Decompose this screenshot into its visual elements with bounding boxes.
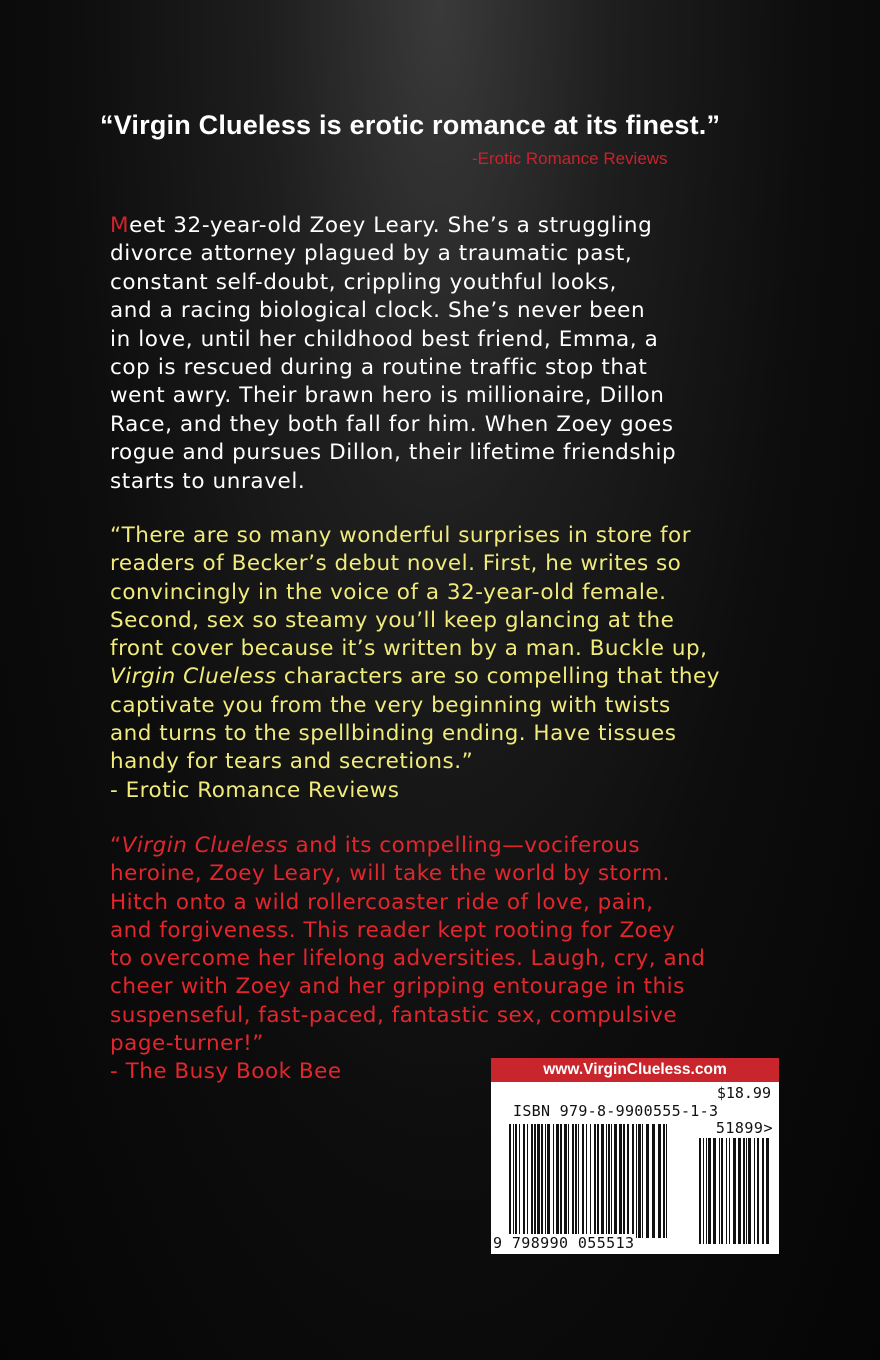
barcode-bar	[513, 1124, 514, 1238]
review-busy-book-bee	[110, 832, 810, 1087]
review-line: Hitch onto a wild rollercoaster ride of love, pain,	[110, 889, 654, 915]
review-line: and forgiveness. This reader kept rooting for Zoey	[110, 917, 676, 943]
isbn-number: ISBN 979-8-9900555-1-3	[513, 1102, 719, 1120]
review-line: Virgin Clueless characters are so compelling that they	[110, 664, 720, 690]
barcode-bar	[666, 1124, 667, 1238]
barcode-bar	[762, 1138, 764, 1244]
barcode-bar	[575, 1124, 577, 1238]
barcode-bar	[515, 1124, 517, 1238]
price-code: 51899>	[715, 1119, 773, 1137]
barcode-bar	[623, 1124, 625, 1238]
review-line: cheer with Zoey and her gripping entourage in this	[110, 974, 685, 1000]
barcode-bar	[721, 1138, 723, 1244]
barcode-bar	[545, 1124, 546, 1238]
barcode-bar	[601, 1124, 604, 1238]
review-book-title: Virgin Clueless	[121, 833, 289, 858]
barcode-bar	[611, 1124, 612, 1238]
review-line: “There are so many wonderful surprises in store for	[110, 523, 692, 548]
blurb-line: Race, and they both fall for him. When Zoey goes	[110, 411, 674, 437]
barcode-bar	[619, 1124, 622, 1238]
barcode-bar	[642, 1124, 643, 1238]
barcode-bar	[537, 1124, 540, 1238]
blurb-line: Meet 32-year-old Zoey Leary. She’s a struggling	[110, 213, 653, 238]
barcode-bar	[582, 1124, 584, 1238]
barcode-bar	[636, 1124, 637, 1238]
barcode-bar	[754, 1138, 755, 1244]
barcode-bar	[766, 1138, 769, 1244]
review-line: captivate you from the very beginning with twists	[110, 692, 671, 718]
barcode-bar	[706, 1138, 707, 1244]
barcode-bar	[597, 1124, 599, 1238]
tagline-source: -Erotic Romance Reviews	[472, 149, 668, 168]
barcode-bar	[608, 1124, 610, 1238]
barcode-bar	[703, 1138, 704, 1244]
barcode-bar	[632, 1124, 634, 1238]
review-book-title: Virgin Clueless	[110, 664, 277, 690]
review-line: “Virgin Clueless and its compelling—vociferous	[110, 833, 641, 858]
blurb-line: and a racing biological clock. She’s never been	[110, 298, 646, 324]
barcode-bar	[746, 1138, 747, 1244]
review-line: heroine, Zoey Leary, will take the world by storm.	[110, 861, 670, 887]
barcode-bar	[560, 1124, 562, 1238]
barcode-bar	[646, 1124, 649, 1238]
blurb-line: rogue and pursues Dillon, their lifetime friendship	[110, 440, 677, 466]
barcode-bar	[586, 1124, 587, 1238]
blurb-line: constant self-doubt, crippling youthful looks,	[110, 269, 617, 295]
barcode-bar	[627, 1124, 629, 1238]
barcode-bar	[713, 1138, 716, 1244]
barcode-bar	[564, 1124, 567, 1238]
barcode-bar	[531, 1124, 533, 1238]
barcode-bar	[541, 1124, 543, 1238]
blurb-line: divorce attorney plagued by a traumatic past,	[110, 241, 633, 267]
barcode-bar	[594, 1124, 596, 1238]
barcode-bar	[663, 1124, 665, 1238]
price-addon-barcode	[699, 1138, 771, 1244]
review-line: and turns to the spellbinding ending. Have tissues	[110, 721, 677, 747]
review-line: Second, sex so steamy you’ll keep glancing at the	[110, 607, 675, 633]
blurb-line: in love, until her childhood best friend, Emma, a	[110, 326, 659, 352]
blurb-line: went awry. Their brawn hero is millionaire, Dillon	[110, 383, 665, 409]
barcode-bar	[743, 1138, 745, 1244]
barcode-bar	[614, 1124, 617, 1238]
barcode-bar	[729, 1138, 730, 1244]
barcode-bar	[556, 1124, 559, 1238]
review-erotic-romance-reviews	[110, 522, 810, 805]
barcode-bar	[652, 1124, 655, 1238]
barcode-bar	[547, 1124, 550, 1238]
website-url: www.VirginClueless.com	[491, 1058, 779, 1082]
ean-barcode	[509, 1124, 669, 1238]
barcode-bar	[738, 1138, 741, 1244]
barcode-bar	[606, 1124, 607, 1238]
barcode-bar	[590, 1124, 591, 1238]
review-line: handy for tears and secretions.”	[110, 749, 474, 775]
review-source: - Erotic Romance Reviews	[110, 777, 400, 803]
blurb-line: cop is rescued during a routine traffic stop that	[110, 355, 648, 381]
barcode-bar	[527, 1124, 528, 1238]
review-source: - The Busy Book Bee	[110, 1059, 342, 1085]
review-line: page-turner!”	[110, 1031, 264, 1057]
review-line: convincingly in the voice of a 32-year-old female.	[110, 579, 667, 605]
barcode-bar	[523, 1124, 525, 1238]
barcode-bar	[509, 1124, 511, 1238]
book-blurb	[110, 212, 800, 496]
barcode-bar	[757, 1138, 759, 1244]
review-line: readers of Becker’s debut novel. First, he writes so	[110, 551, 682, 577]
review-line: to overcome her lifelong adversities. Laugh, cry, and	[110, 946, 706, 972]
barcode-bar	[534, 1124, 536, 1238]
isbn-barcode-block	[491, 1058, 779, 1254]
barcode-bar	[553, 1124, 554, 1238]
barcode-bar	[519, 1124, 520, 1238]
barcode-bar	[658, 1124, 661, 1238]
barcode-bar	[708, 1138, 711, 1244]
barcode-bar	[733, 1138, 736, 1244]
barcode-bar	[699, 1138, 701, 1244]
review-line: suspenseful, fast-paced, fantastic sex, compulsive	[110, 1002, 678, 1028]
blurb-dropcap: M	[110, 213, 130, 238]
barcode-bar	[719, 1138, 720, 1244]
barcode-bar	[572, 1124, 574, 1238]
barcode-bar	[748, 1138, 751, 1244]
review-line: front cover because it’s written by a man. Buckle up,	[110, 636, 708, 662]
barcode-bar	[578, 1124, 579, 1238]
price-label: $18.99	[716, 1084, 771, 1102]
tagline-quote: “Virgin Clueless is erotic romance at its finest.”	[100, 110, 721, 140]
barcode-bar	[638, 1124, 641, 1238]
ean-digits: 9 798990 055513	[493, 1234, 635, 1252]
barcode-bar	[568, 1124, 569, 1238]
barcode-bar	[726, 1138, 727, 1244]
blurb-line: starts to unravel.	[110, 468, 306, 494]
